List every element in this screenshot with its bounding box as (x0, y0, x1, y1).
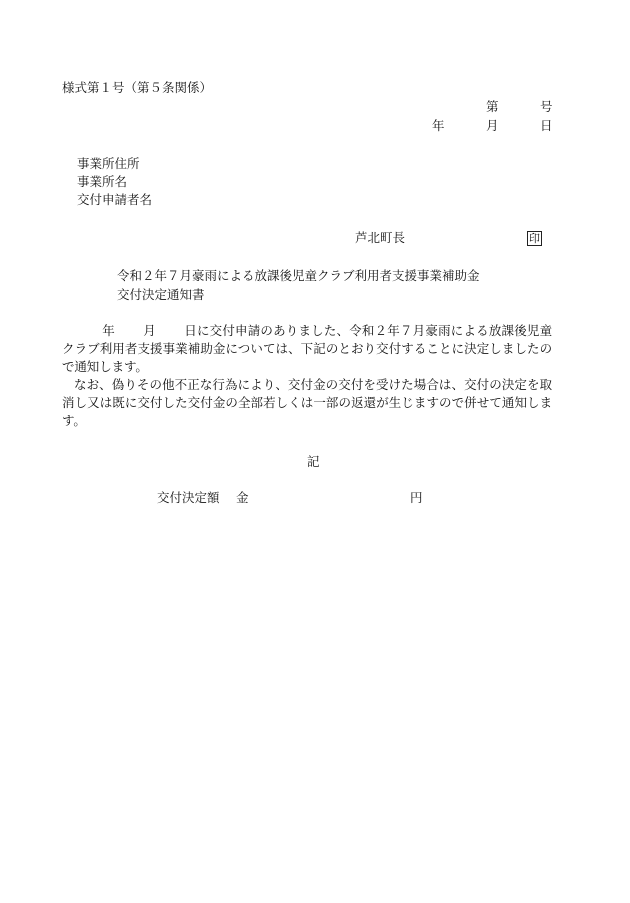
date-month: 月 (486, 118, 499, 133)
ki-heading: 記 (307, 454, 320, 469)
subject-line-2: 交付決定通知書 (117, 287, 205, 302)
recipient-applicant-name-label: 交付申請者名 (77, 192, 153, 207)
body-p1-year: 年 (102, 323, 115, 338)
amount-unit: 円 (410, 490, 423, 505)
amount-label: 交付決定額 (157, 490, 220, 505)
body-paragraph-1 (62, 322, 552, 376)
amount-prefix: 金 (236, 490, 249, 505)
seal-mark: 印 (529, 232, 540, 245)
subject-line-1: 令和２年７月豪雨による放課後児童クラブ利用者支援事業補助金 (117, 268, 480, 283)
doc-number-suffix: 号 (540, 99, 553, 114)
body-paragraph-2: なお、偽りその他不正な行為により、交付金の交付を受けた場合は、交付の決定を取消し又は既に交付した交付金の全部若しくは一部の返還が生じますので併せて通知します。 (62, 377, 552, 428)
body-p1-text: 日に交付申請のありました、令和２年７月豪雨による放課後児童クラブ利用者支援事業補助金については、下記のとおり交付することに決定しましたので通知します。 (62, 323, 552, 374)
date-day: 日 (540, 118, 553, 133)
recipient-address-label: 事業所住所 (77, 156, 140, 171)
form-number: 様式第１号（第５条関係） (62, 80, 213, 95)
date-year: 年 (432, 118, 445, 133)
body-p1-month: 月 (142, 323, 156, 338)
doc-number-prefix: 第 (486, 99, 499, 114)
recipient-office-name-label: 事業所名 (77, 174, 128, 189)
issuer-title: 芦北町長 (355, 230, 406, 245)
